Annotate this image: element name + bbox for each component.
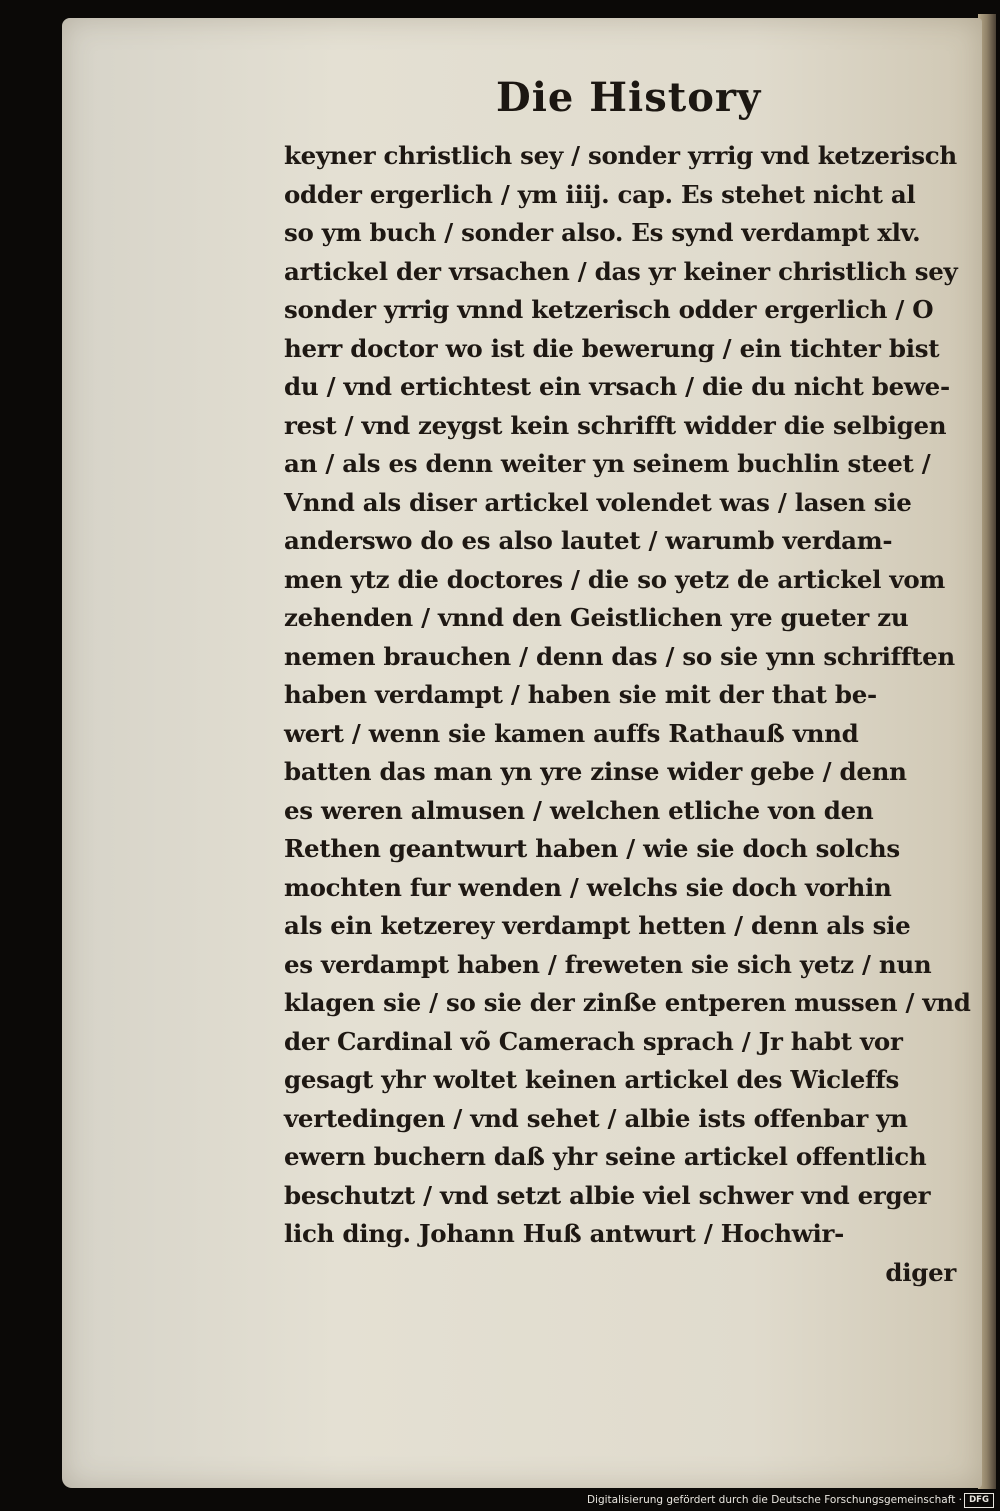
text-line: keyner christlich sey / sonder yrrig vnd ketzerisch — [284, 141, 957, 170]
text-line: nemen brauchen / denn das / so sie ynn schrifften — [284, 641, 955, 671]
body-text — [284, 137, 974, 1292]
text-line: lich ding. Johann Huß antwurt / Hochwir- — [284, 1219, 845, 1248]
text-line: rest / vnd zeygst kein schrifft widder die selbigen — [284, 410, 947, 440]
text-line: zehenden / vnnd den Geistlichen yre gueter zu — [284, 603, 909, 632]
text-line: haben verdampt / haben sie mit der that be- — [284, 680, 877, 709]
text-line: mochten fur wenden / welchs sie doch vorhin — [284, 872, 892, 902]
text-line: odder ergerlich / ym iiij. cap. Es stehet nicht al — [284, 179, 916, 209]
digitization-credit: Digitalisierung gefördert durch die Deutsche Forschungsgemeinschaft · — [586, 1494, 962, 1506]
text-line: artickel der vrsachen / das yr keiner christlich sey — [284, 256, 958, 286]
text-line: klagen sie / so sie der zinße entperen mussen / vnd — [284, 988, 971, 1017]
text-line: der Cardinal võ Camerach sprach / Jr habt vor — [284, 1026, 903, 1056]
text-line: men ytz die doctores / die so yetz de artickel vom — [284, 564, 946, 594]
catchword: diger — [885, 1257, 956, 1287]
text-line: als ein ketzerey verdampt hetten / denn als sie — [284, 911, 911, 940]
text-line: ewern buchern daß yhr seine artickel offentlich — [284, 1142, 927, 1171]
text-line: Rethen geantwurt haben / wie sie doch solchs — [284, 834, 900, 863]
text-line: anderswo do es also lautet / warumb verdam- — [284, 526, 893, 555]
text-line: vertedingen / vnd sehet / albie ists offenbar yn — [284, 1103, 908, 1133]
text-line: es weren almusen / welchen etliche von den — [284, 795, 874, 825]
text-line: beschutzt / vnd setzt albie viel schwer vnd erger — [284, 1180, 931, 1210]
running-title: Die History — [496, 74, 762, 121]
text-line: sonder yrrig vnnd ketzerisch odder ergerlich / O — [284, 295, 934, 324]
text-line: batten das man yn yre zinse wider gebe / denn — [284, 757, 907, 786]
text-line: Vnnd als diser artickel volendet was / lasen sie — [284, 487, 912, 517]
text-line: es verdampt haben / freweten sie sich yetz / nun — [284, 949, 932, 979]
text-line: an / als es denn weiter yn seinem buchlin steet / — [284, 449, 931, 478]
text-line: gesagt yhr woltet keinen artickel des Wicleffs — [284, 1065, 899, 1094]
dfg-logo: DFG — [964, 1493, 994, 1508]
text-line: wert / wenn sie kamen auffs Rathauß vnnd — [284, 718, 859, 748]
text-line: herr doctor wo ist die bewerung / ein tichter bist — [284, 333, 940, 363]
text-line: so ym buch / sonder also. Es synd verdampt xlv. — [284, 218, 921, 247]
text-line: du / vnd ertichtest ein vrsach / die du nicht bewe- — [284, 372, 950, 401]
